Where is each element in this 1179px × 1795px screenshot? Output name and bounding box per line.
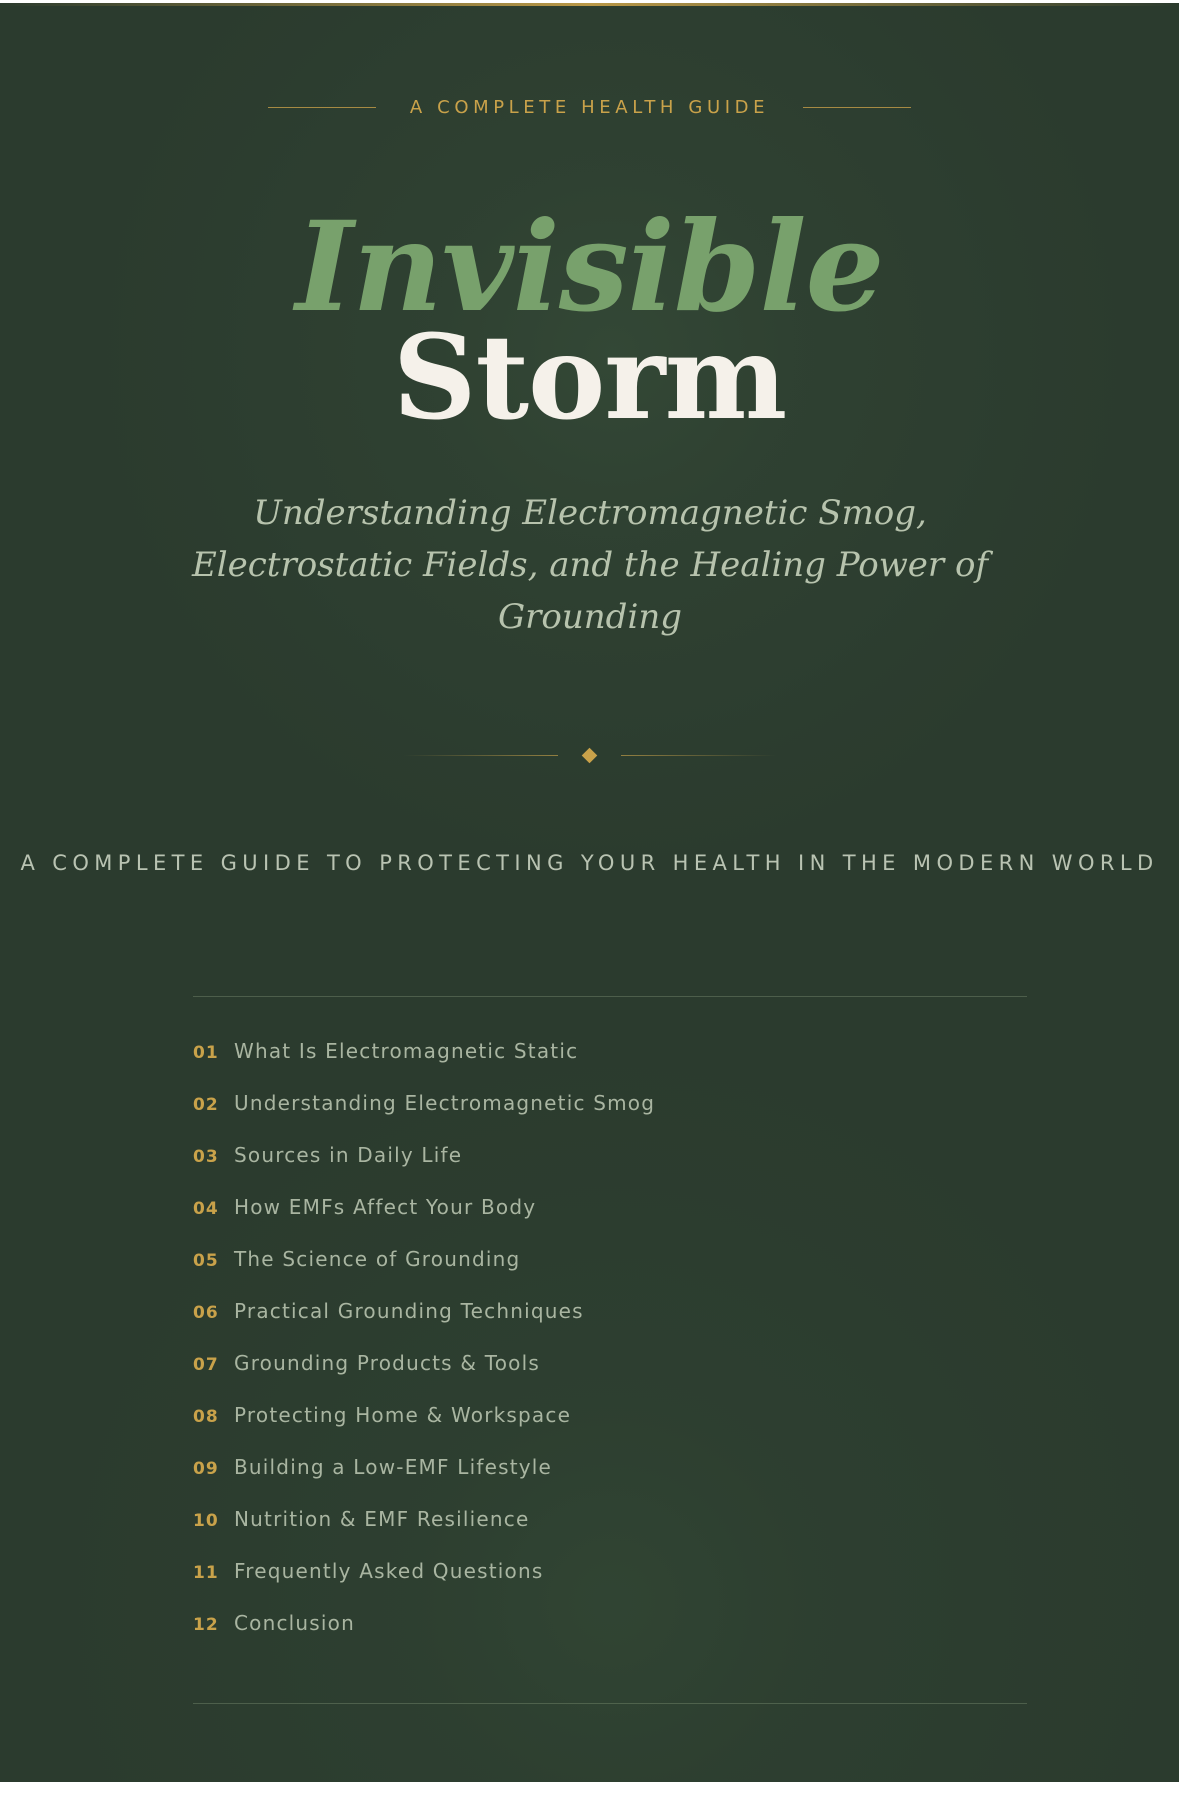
- toc-item[interactable]: [193, 1039, 1027, 1091]
- toc-item-label: Nutrition & EMF Resilience: [234, 1507, 530, 1531]
- toc-item-number: 11: [193, 1563, 219, 1583]
- toc-item[interactable]: [193, 1091, 1027, 1143]
- eyebrow-row: [0, 97, 1179, 118]
- eyebrow-line-left: [268, 107, 376, 108]
- ornament-line-right: [621, 755, 776, 756]
- toc-item-number: 03: [193, 1147, 219, 1167]
- ornament-line-left: [403, 755, 558, 756]
- toc-item-number: 04: [193, 1199, 219, 1219]
- toc-item[interactable]: [193, 1299, 1027, 1351]
- toc-item[interactable]: [193, 1507, 1027, 1559]
- tagline: A COMPLETE GUIDE TO PROTECTING YOUR HEALTH IN THE MODERN WORLD: [20, 851, 1159, 875]
- toc-item-number: 08: [193, 1407, 219, 1427]
- toc-item-number: 02: [193, 1095, 219, 1115]
- toc-item-label: Building a Low-EMF Lifestyle: [234, 1455, 553, 1479]
- toc-item[interactable]: [193, 1351, 1027, 1403]
- toc-item[interactable]: [193, 1455, 1027, 1507]
- diamond-icon: [582, 747, 598, 763]
- toc-item-label: Practical Grounding Techniques: [234, 1299, 584, 1323]
- toc-item-label: Grounding Products & Tools: [234, 1351, 540, 1375]
- toc-item[interactable]: [193, 1611, 1027, 1663]
- toc-item-number: 12: [193, 1615, 219, 1635]
- title-line-2: Storm: [392, 310, 787, 446]
- toc-item-number: 10: [193, 1511, 219, 1531]
- toc-item[interactable]: [193, 1247, 1027, 1299]
- title-line-1: Invisible: [295, 195, 884, 340]
- ornament-divider: [0, 745, 1179, 765]
- toc-item-number: 05: [193, 1251, 219, 1271]
- toc-item-label: Frequently Asked Questions: [234, 1559, 544, 1583]
- toc-item[interactable]: [193, 1403, 1027, 1455]
- toc-item[interactable]: [193, 1559, 1027, 1611]
- eyebrow-label: A COMPLETE HEALTH GUIDE: [409, 97, 770, 118]
- toc-item-number: 09: [193, 1459, 219, 1479]
- subtitle: Understanding Electromagnetic Smog, Electrostatic Fields, and the Healing Power of Grounding: [191, 493, 989, 637]
- toc-item-label: Protecting Home & Workspace: [234, 1403, 572, 1427]
- toc-item-label: Understanding Electromagnetic Smog: [234, 1091, 656, 1115]
- toc-item-label: Sources in Daily Life: [234, 1143, 463, 1167]
- table-of-contents: [193, 996, 1027, 1704]
- toc-item-label: The Science of Grounding: [234, 1247, 521, 1271]
- toc-item-number: 01: [193, 1043, 219, 1063]
- toc-item[interactable]: [193, 1195, 1027, 1247]
- toc-item[interactable]: [193, 1143, 1027, 1195]
- toc-item-label: What Is Electromagnetic Static: [234, 1039, 579, 1063]
- toc-item-number: 06: [193, 1303, 219, 1323]
- toc-item-label: Conclusion: [234, 1611, 355, 1635]
- top-gold-rule: [0, 3, 1179, 6]
- toc-item-number: 07: [193, 1355, 219, 1375]
- cover-page: [0, 3, 1179, 1782]
- toc-item-label: How EMFs Affect Your Body: [234, 1195, 537, 1219]
- eyebrow-line-right: [803, 107, 911, 108]
